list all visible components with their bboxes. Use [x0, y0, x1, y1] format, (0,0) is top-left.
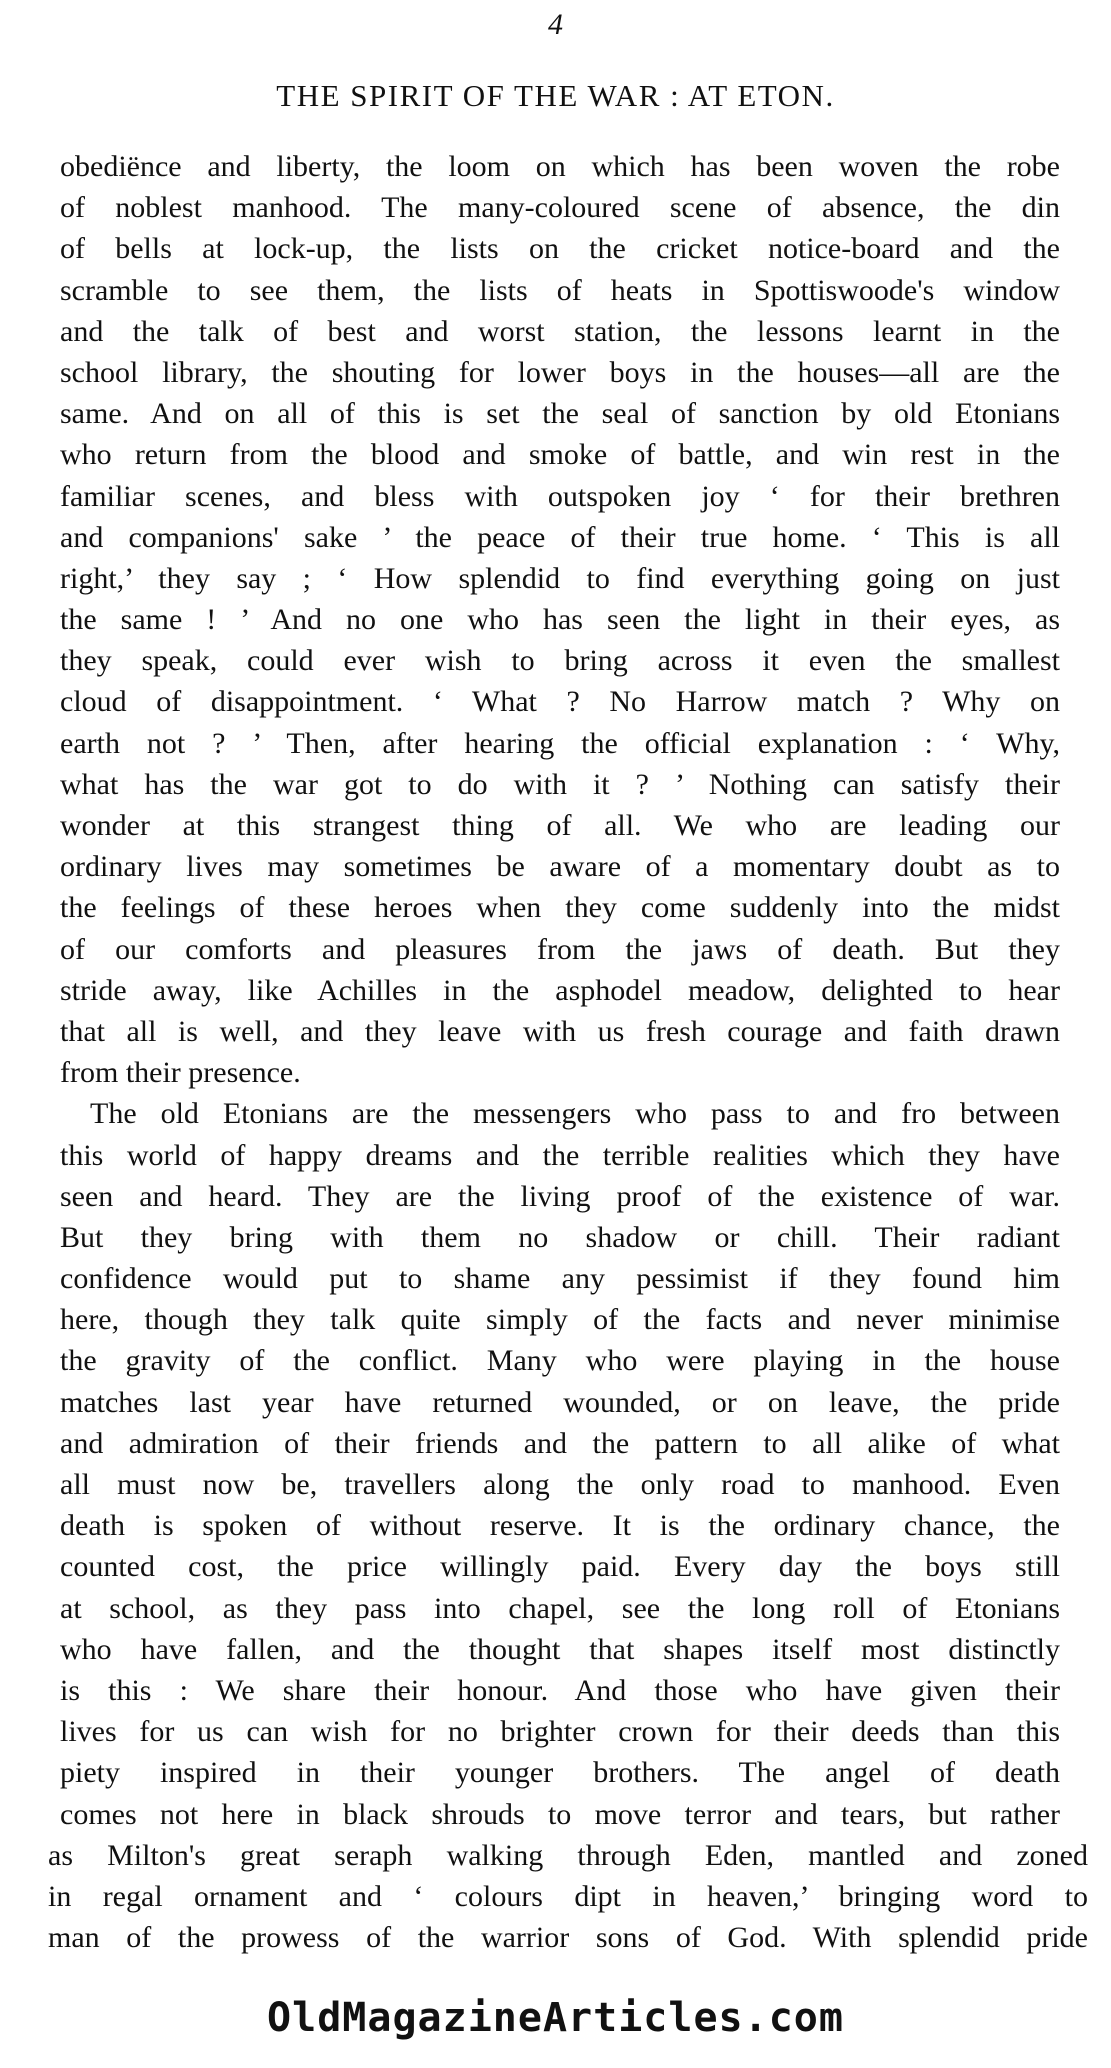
- body-line: school library, the shouting for lower boys in the houses—all are the: [60, 355, 1060, 389]
- page-number: 4: [548, 8, 563, 41]
- body-line: matches last year have returned wounded, or on leave, the pride: [60, 1385, 1060, 1419]
- body-line: the feelings of these heroes when they come suddenly into the midst: [60, 891, 1060, 925]
- body-line: is this : We share their honour. And those who have given their: [60, 1673, 1060, 1707]
- body-line: seen and heard. They are the living proof of the existence of war.: [60, 1179, 1060, 1213]
- body-line: earth not ? ’ Then, after hearing the official explanation : ‘ Why,: [60, 726, 1060, 760]
- body-line: cloud of disappointment. ‘ What ? No Harrow match ? Why on: [60, 685, 1060, 719]
- body-line: counted cost, the price willingly paid. Every day the boys still: [60, 1550, 1060, 1584]
- body-line: they speak, could ever wish to bring across it even the smallest: [60, 644, 1060, 678]
- body-line: obediënce and liberty, the loom on which has been woven the robe: [60, 150, 1060, 183]
- body-line: same. And on all of this is set the seal of sanction by old Etonians: [60, 397, 1060, 431]
- article-body: [48, 146, 1088, 1958]
- running-title: THE SPIRIT OF THE WAR : AT ETON.: [276, 78, 835, 113]
- body-line: who return from the blood and smoke of battle, and win rest in the: [60, 438, 1060, 472]
- body-line: man of the prowess of the warrior sons of God. With splendid pride: [48, 1921, 1088, 1955]
- body-line: the same ! ’ And no one who has seen the light in their eyes, as: [60, 603, 1060, 637]
- body-line: lives for us can wish for no brighter crown for their deeds than this: [60, 1715, 1060, 1749]
- body-line: what has the war got to do with it ? ’ Nothing can satisfy their: [60, 767, 1060, 801]
- body-line: of bells at lock-up, the lists on the cricket notice-board and the: [60, 232, 1060, 266]
- paragraph-end-line: from their presence.: [60, 1056, 301, 1090]
- body-line: here, though they talk quite simply of the facts and never minimise: [60, 1303, 1060, 1337]
- body-line: comes not here in black shrouds to move terror and tears, but rather: [60, 1797, 1060, 1831]
- body-line: death is spoken of without reserve. It is the ordinary chance, the: [60, 1509, 1060, 1543]
- body-line: familiar scenes, and bless with outspoken joy ‘ for their brethren: [60, 479, 1060, 513]
- site-watermark: OldMagazineArticles.com: [267, 1995, 844, 2041]
- body-line: wonder at this strangest thing of all. We who are leading our: [60, 809, 1060, 842]
- body-line: confidence would put to shame any pessimist if they found him: [60, 1262, 1060, 1296]
- body-line: and companions' sake ’ the peace of their true home. ‘ This is all: [60, 520, 1060, 554]
- body-line: and admiration of their friends and the pattern to all alike of what: [60, 1426, 1060, 1460]
- body-line: that all is well, and they leave with us fresh courage and faith drawn: [60, 1014, 1060, 1048]
- body-line: But they bring with them no shadow or chill. Their radiant: [60, 1220, 1060, 1254]
- body-line: in regal ornament and ‘ colours dipt in heaven,’ bringing word to: [48, 1879, 1088, 1913]
- body-line: as Milton's great seraph walking through Eden, mantled and zoned: [48, 1838, 1088, 1872]
- body-line: right,’ they say ; ‘ How splendid to find everything going on just: [60, 561, 1060, 595]
- paragraph-start-line: The old Etonians are the messengers who pass to and fro between: [90, 1097, 1060, 1131]
- body-line: the gravity of the conflict. Many who were playing in the house: [60, 1344, 1060, 1378]
- body-line: this world of happy dreams and the terrible realities which they have: [60, 1138, 1060, 1172]
- body-line: of noblest manhood. The many-coloured scene of absence, the din: [60, 191, 1060, 225]
- body-line: piety inspired in their younger brothers. The angel of death: [60, 1756, 1060, 1790]
- body-line: at school, as they pass into chapel, see the long roll of Etonians: [60, 1591, 1060, 1625]
- body-line: scramble to see them, the lists of heats in Spottiswoode's window: [60, 273, 1060, 307]
- body-line: stride away, like Achilles in the asphodel meadow, delighted to hear: [60, 973, 1060, 1007]
- body-line: who have fallen, and the thought that shapes itself most distinctly: [60, 1632, 1060, 1666]
- body-line: and the talk of best and worst station, the lessons learnt in the: [60, 314, 1060, 348]
- body-line: ordinary lives may sometimes be aware of a momentary doubt as to: [60, 850, 1060, 884]
- body-line: all must now be, travellers along the only road to manhood. Even: [60, 1468, 1060, 1501]
- body-line: of our comforts and pleasures from the jaws of death. But they: [60, 932, 1060, 966]
